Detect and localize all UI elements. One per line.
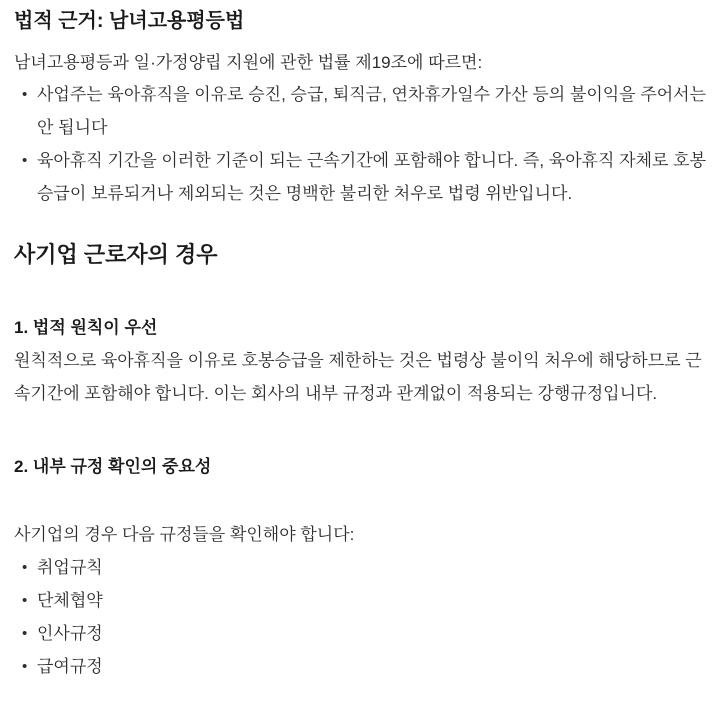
subheading-legal-principle: 1. 법적 원칙이 우선 — [14, 318, 158, 337]
list-item: • 단체협약 — [37, 584, 711, 617]
list-item: • 인사규정 — [37, 617, 711, 650]
legal-basis-intro: 남녀고용평등과 일·가정양립 지원에 관한 법률 제19조에 따르면: — [14, 53, 483, 72]
list-item: • 육아휴직 기간을 이러한 기준이 되는 근속기간에 포함해야 합니다. 즉, 육아휴직 자체로 호봉승급이 보류되거나 제외되는 것은 명백한 불리한 처우로 법령 위반입니다. — [37, 144, 711, 210]
legal-basis-heading: 법적 근거: 남녀고용평등법 — [14, 10, 245, 32]
legal-basis-bullet-list — [14, 78, 711, 210]
list-item: • 급여규정 — [37, 650, 711, 683]
list-item: • 취업규칙 — [37, 551, 711, 584]
internal-rules-intro: 사기업의 경우 다음 규정들을 확인해야 합니다: — [14, 525, 355, 544]
legal-principle-body: 원칙적으로 육아휴직을 이유로 호봉승급을 제한하는 것은 법령상 불이익 처우에 해당하므로 근속기간에 포함해야 합니다. 이는 회사의 내부 규정과 관계없이 적용되는 강행규정입니다. — [14, 351, 702, 403]
internal-rules-bullet-list — [14, 551, 711, 683]
subheading-internal-rules: 2. 내부 규정 확인의 중요성 — [14, 457, 212, 476]
private-company-heading: 사기업 근로자의 경우 — [14, 242, 218, 267]
list-item: • 사업주는 육아휴직을 이유로 승진, 승급, 퇴직금, 연차휴가일수 가산 등의 불이익을 주어서는 안 됩니다 — [37, 78, 711, 144]
